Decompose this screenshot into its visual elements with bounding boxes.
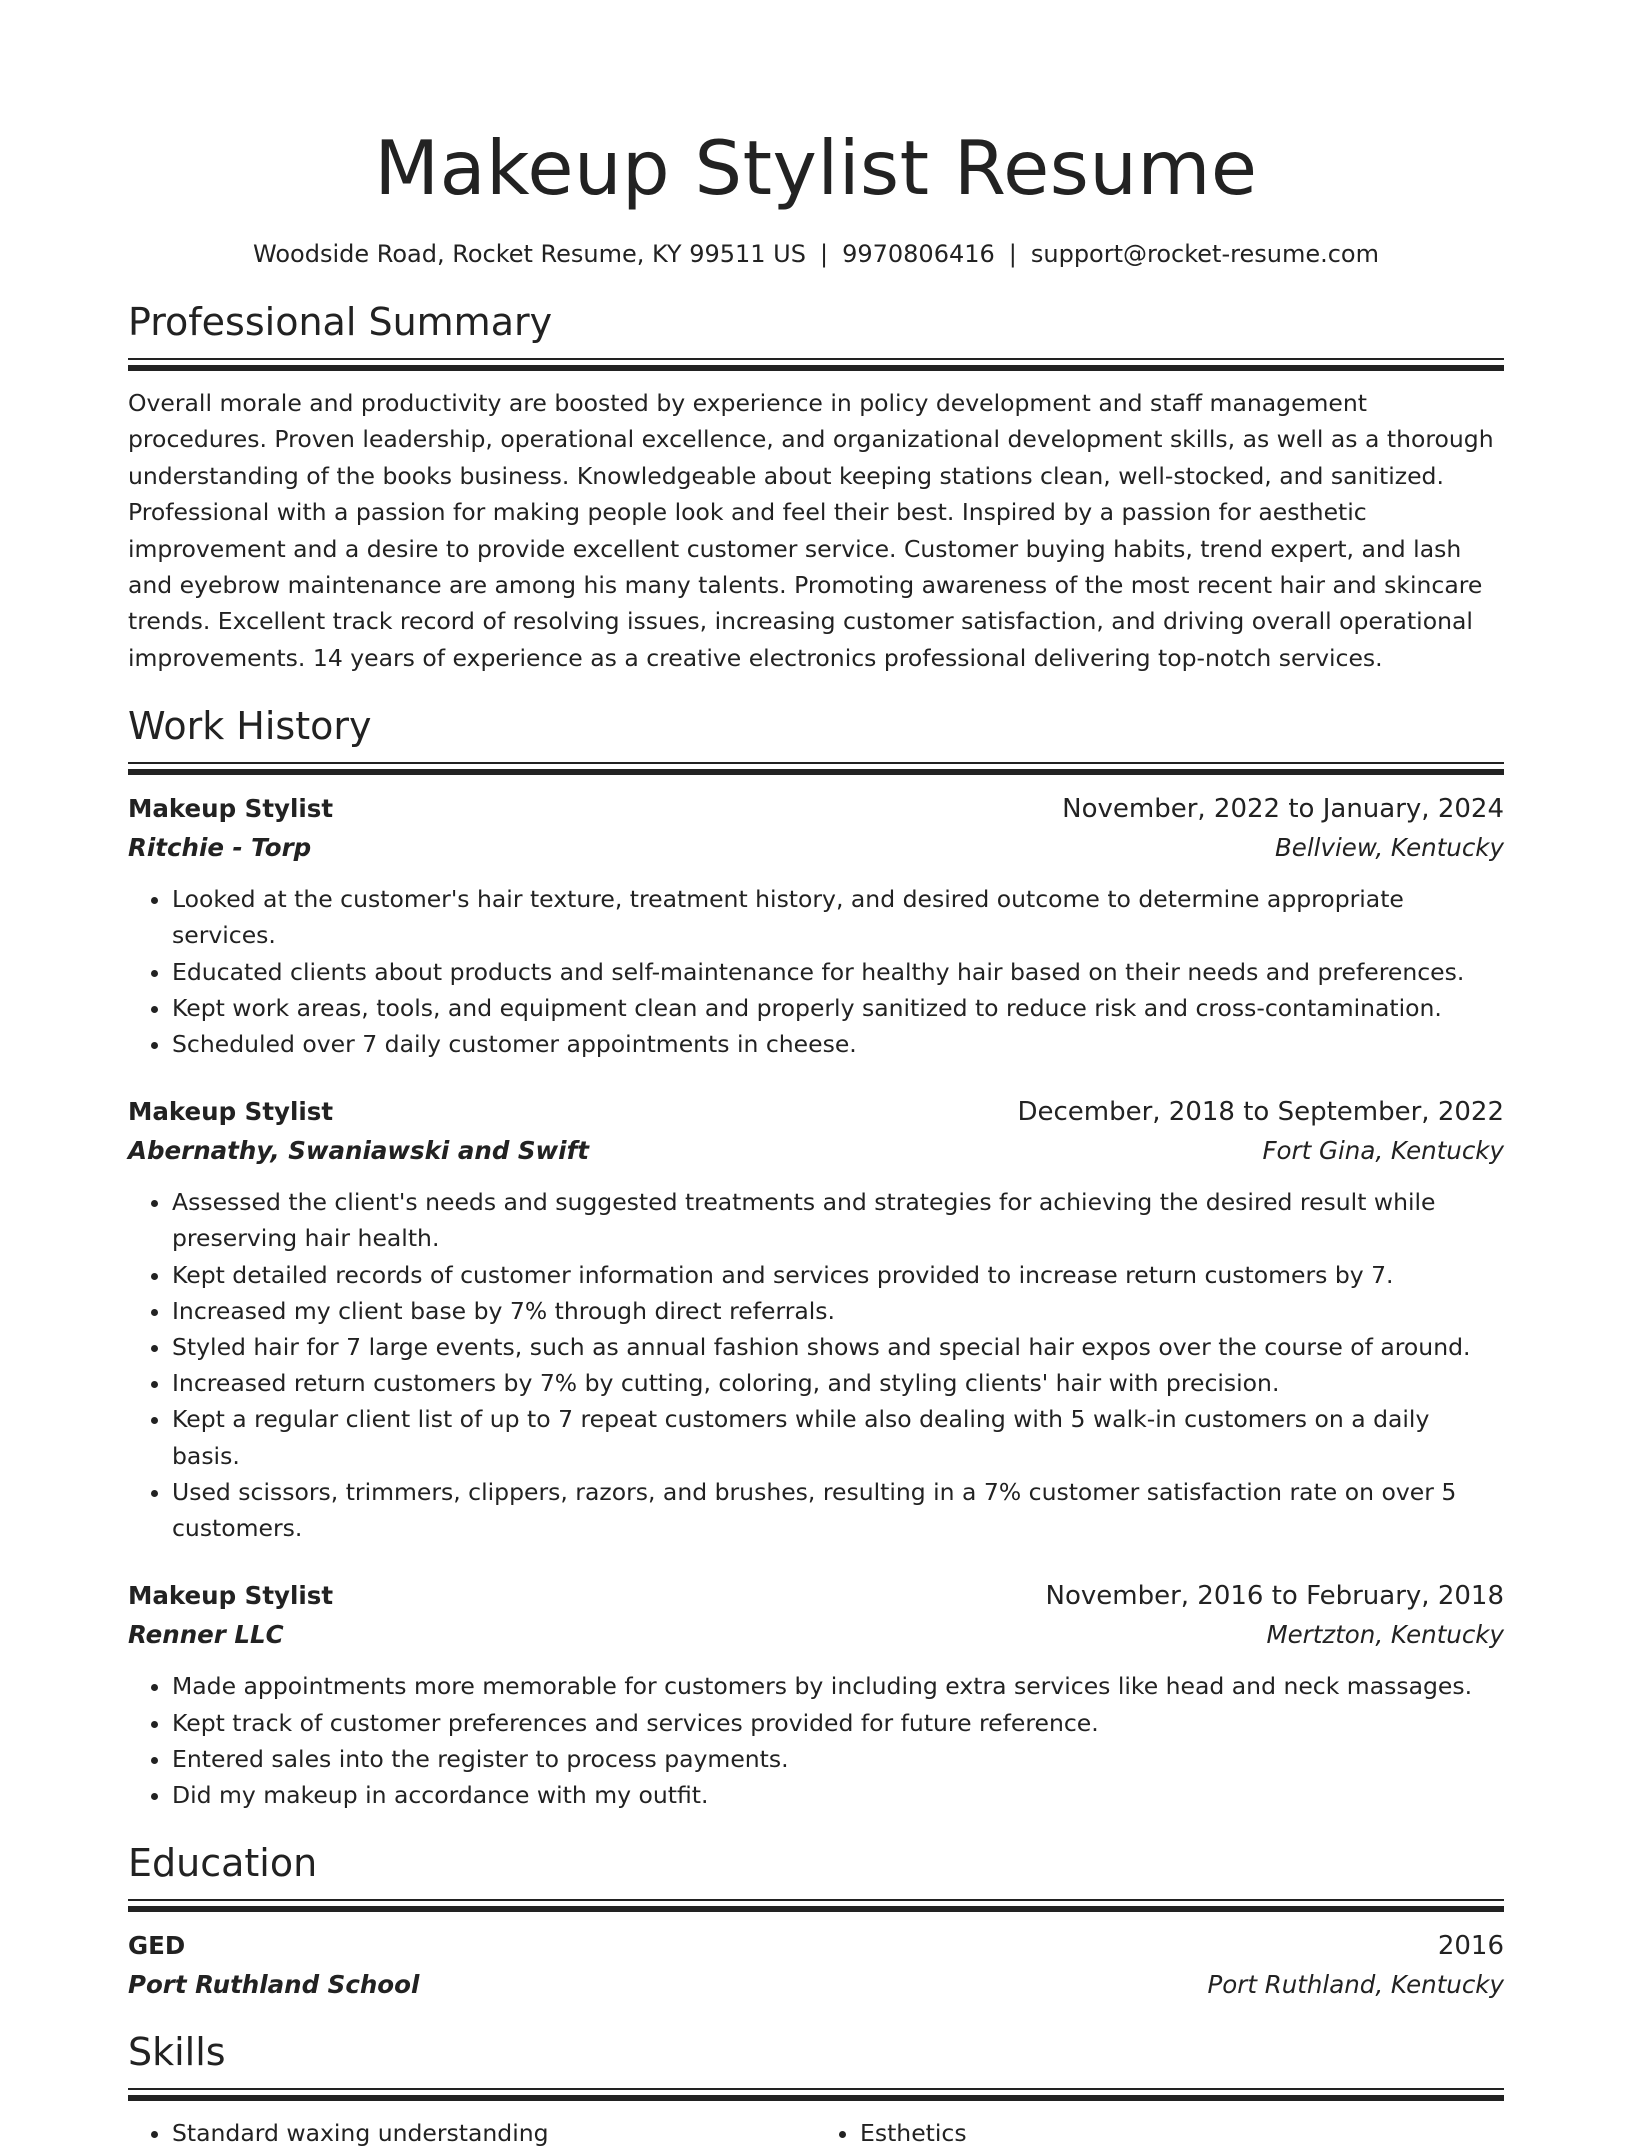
contact-address: Woodside Road, Rocket Resume, KY 99511 US [253, 240, 806, 268]
list-item: • Assessed the client's needs and suggested treatments and strategies for achieving the desired result while preserving hair health. [172, 1184, 1504, 1256]
job-title: Makeup Stylist [128, 1581, 334, 1611]
section-divider [128, 762, 1504, 775]
list-item: • Increased my client base by 7% through direct referrals. [172, 1293, 1504, 1329]
job-employer: Ritchie - Torp [128, 833, 312, 863]
education-heading: Education [128, 1841, 318, 1886]
list-item: • Kept a regular client list of up to 7 repeat customers while also dealing with 5 walk-in customers on a daily basis. [172, 1401, 1504, 1473]
list-item: • Increased return customers by 7% by cutting, coloring, and styling clients' hair with precision. [172, 1365, 1504, 1401]
job-entry [128, 1092, 1504, 1546]
job-entry [128, 789, 1504, 1062]
list-item: • Educated clients about products and self-maintenance for healthy hair based on their needs and preferences. [172, 954, 1504, 990]
page-title: Makeup Stylist Resume [374, 124, 1258, 212]
job-bullets [128, 1668, 1504, 1813]
list-item: • Looked at the customer's hair texture, treatment history, and desired outcome to determine appropriate services. [172, 881, 1504, 953]
contact-separator: | [1008, 240, 1017, 268]
job-dates: November, 2022 to January, 2024 [1062, 794, 1504, 825]
contact-line [128, 236, 1504, 272]
summary-heading: Professional Summary [128, 300, 553, 344]
contact-email: support@rocket-resume.com [1030, 240, 1379, 268]
job-dates: December, 2018 to September, 2022 [1017, 1097, 1504, 1128]
skill-item: • Esthetics [860, 2115, 1504, 2151]
skills-heading: Skills [128, 2030, 226, 2075]
job-location: Mertzton, Kentucky [1266, 1620, 1504, 1650]
work-history-section [128, 700, 1504, 1813]
skill-item: • Standard waxing understanding [172, 2115, 816, 2151]
list-item: • Entered sales into the register to process payments. [172, 1741, 1504, 1777]
skills-section [128, 2026, 1504, 2151]
job-location: Fort Gina, Kentucky [1262, 1136, 1504, 1166]
education-section [128, 1837, 1504, 2004]
job-employer: Renner LLC [128, 1620, 284, 1650]
job-title: Makeup Stylist [128, 1097, 334, 1127]
education-school: Port Ruthland School [128, 1970, 420, 2000]
education-location: Port Ruthland, Kentucky [1207, 1970, 1504, 2000]
list-item: • Used scissors, trimmers, clippers, razors, and brushes, resulting in a 7% customer satisfaction rate on over 5 customers. [172, 1474, 1504, 1546]
list-item: • Scheduled over 7 daily customer appointments in cheese. [172, 1026, 1504, 1062]
job-bullets [128, 881, 1504, 1062]
summary-text: Overall morale and productivity are boosted by experience in policy development and staff management procedures. Proven leadership, operational excellence, and organizational development skills, as well as a thorough understanding of the books business. Knowledgeable about keeping stations clean, well-stocked, and sanitized. Professional with a passion for making people look and feel their best. Inspired by a passion for aesthetic improvement and a desire to provide excellent customer service. Customer buying habits, trend expert, and lash and eyebrow maintenance are among his many talents. Promoting awareness of the most recent hair and skincare trends. Excellent track record of resolving issues, increasing customer satisfaction, and driving overall operational improvements. 14 years of experience as a creative electronics professional delivering top-notch services. [128, 389, 1494, 672]
skills-grid [128, 2115, 1504, 2151]
section-divider [128, 358, 1504, 371]
list-item: • Kept track of customer preferences and services provided for future reference. [172, 1705, 1504, 1741]
education-degree: GED [128, 1931, 186, 1961]
list-item: • Kept work areas, tools, and equipment clean and properly sanitized to reduce risk and cross-contamination. [172, 990, 1504, 1026]
contact-separator: | [819, 240, 829, 268]
job-dates: November, 2016 to February, 2018 [1045, 1581, 1504, 1612]
section-divider [128, 1899, 1504, 1912]
summary-section [128, 296, 1504, 676]
work-history-heading: Work History [128, 704, 372, 749]
job-entry [128, 1576, 1504, 1813]
list-item: • Styled hair for 7 large events, such as annual fashion shows and special hair expos over the course of around. [172, 1329, 1504, 1365]
education-year: 2016 [1437, 1931, 1504, 1962]
contact-phone: 9970806416 [842, 240, 995, 268]
list-item: • Did my makeup in accordance with my outfit. [172, 1777, 1504, 1813]
job-location: Bellview, Kentucky [1274, 833, 1504, 863]
skills-column-right [816, 2115, 1504, 2151]
job-bullets [128, 1184, 1504, 1546]
job-employer: Abernathy, Swaniawski and Swift [128, 1136, 589, 1166]
list-item: • Kept detailed records of customer information and services provided to increase return customers by 7. [172, 1257, 1504, 1293]
job-title: Makeup Stylist [128, 794, 334, 824]
skills-column-left [128, 2115, 816, 2151]
section-divider [128, 2088, 1504, 2101]
list-item: • Made appointments more memorable for customers by including extra services like head and neck massages. [172, 1668, 1504, 1704]
